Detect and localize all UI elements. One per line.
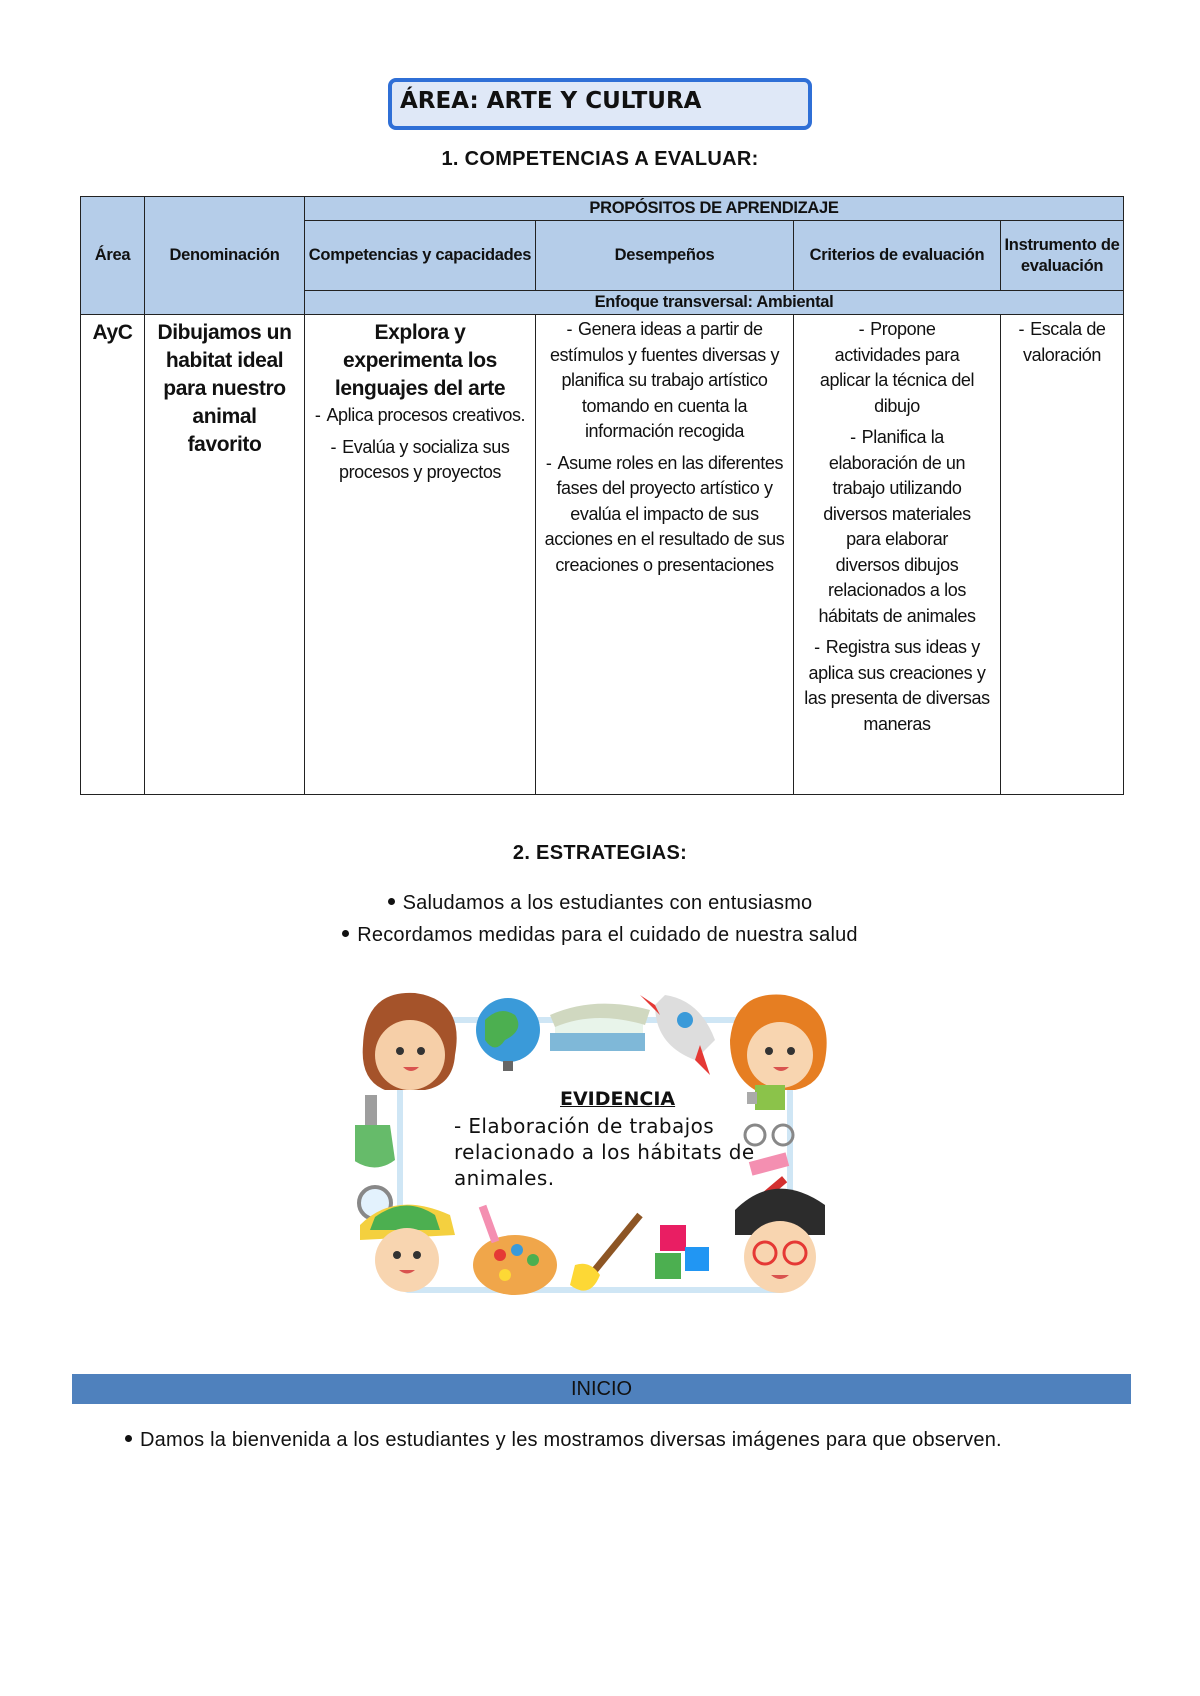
- evidence-text: - Elaboración de trabajos relacionado a los hábitats de animales.: [454, 1114, 755, 1190]
- header-competencias: Competencias y capacidades: [305, 221, 536, 291]
- cell-denominacion: [145, 315, 305, 795]
- cell-desempenos: [536, 315, 794, 795]
- girl-face-icon: [730, 995, 827, 1090]
- list-item: Recordamos medidas para el cuidado de nuestra salud: [0, 919, 1200, 951]
- criterio-item: - Propone actividades para aplicar la técnica del dibujo: [819, 319, 975, 416]
- inicio-banner: [72, 1374, 1131, 1404]
- header-criterios: Criterios de evaluación: [794, 221, 1001, 291]
- palette-icon: [473, 1205, 557, 1295]
- instrumento-text: - Escala de valoración: [1018, 319, 1106, 365]
- header-area: Área: [81, 197, 145, 315]
- list-item: Saludamos a los estudiantes con entusiasmo: [0, 887, 1200, 919]
- strategies-list: [0, 887, 1200, 951]
- flask-icon: [355, 1095, 395, 1168]
- header-propositos: PROPÓSITOS DE APRENDIZAJE: [305, 197, 1124, 221]
- capacidad-item: - Aplica procesos creativos.: [314, 405, 526, 425]
- bullet-icon: [125, 1435, 132, 1442]
- capacidad-item: - Evalúa y socializa sus procesos y proyectos: [330, 436, 510, 482]
- area-code: AyC: [92, 321, 133, 344]
- section1-title: 1. COMPETENCIAS A EVALUAR:: [441, 148, 759, 170]
- boy-face-icon: [360, 1205, 455, 1292]
- competencia-text: Explora y experimenta los lenguajes del arte: [334, 321, 506, 400]
- bullet-icon: [388, 898, 395, 905]
- globe-icon: [476, 998, 540, 1071]
- area-title-box: [388, 78, 812, 130]
- denominacion-text: Dibujamos un habitat ideal para nuestro animal favorito: [157, 321, 292, 456]
- books-icon: [550, 1004, 650, 1051]
- criterio-item: - Registra sus ideas y aplica sus creaciones y las presenta de diversas maneras: [804, 637, 990, 734]
- inicio-label: INICIO: [570, 1378, 633, 1400]
- cell-instrumento: [1001, 315, 1124, 795]
- boy-face-icon: [735, 1189, 825, 1293]
- header-enfoque: Enfoque transversal: Ambiental: [305, 291, 1124, 315]
- cell-competencias: [305, 315, 536, 795]
- criterio-item: - Planifica la elaboración de un trabajo utilizando diversos materiales para elaborar diversos dibujos relacionados a los hábitats de animales: [818, 427, 976, 626]
- cell-criterios: [794, 315, 1001, 795]
- evidence-title: EVIDENCIA: [560, 1088, 676, 1110]
- header-desempenos: Desempeños: [536, 221, 794, 291]
- list-item: Damos la bienvenida a los estudiantes y les mostramos diversas imágenes para que observen.: [125, 1424, 1002, 1456]
- sharpener-icon: [747, 1085, 785, 1110]
- brush-icon: [570, 1215, 640, 1291]
- desempeno-item: - Asume roles en las diferentes fases del proyecto artístico y evalúa el impacto de sus acciones en el resultado de sus creaciones o presentaciones: [544, 452, 785, 575]
- header-instrumento: Instrumento de evaluación: [1001, 221, 1124, 291]
- cell-area: [81, 315, 145, 795]
- competencies-table: [80, 196, 1124, 795]
- desempeno-item: - Genera ideas a partir de estímulos y fuentes diversas y planifica su trabajo artístico tomando en cuenta la información recogida: [549, 319, 780, 441]
- header-denominacion: Denominación: [145, 197, 305, 315]
- girl-face-icon: [363, 993, 457, 1090]
- section2-title: 2. ESTRATEGIAS:: [512, 842, 688, 864]
- rocket-icon: [640, 995, 715, 1075]
- area-title: ÁREA: ARTE Y CULTURA: [400, 88, 702, 114]
- puzzle-icon: [655, 1225, 709, 1279]
- bullet-icon: [342, 930, 349, 937]
